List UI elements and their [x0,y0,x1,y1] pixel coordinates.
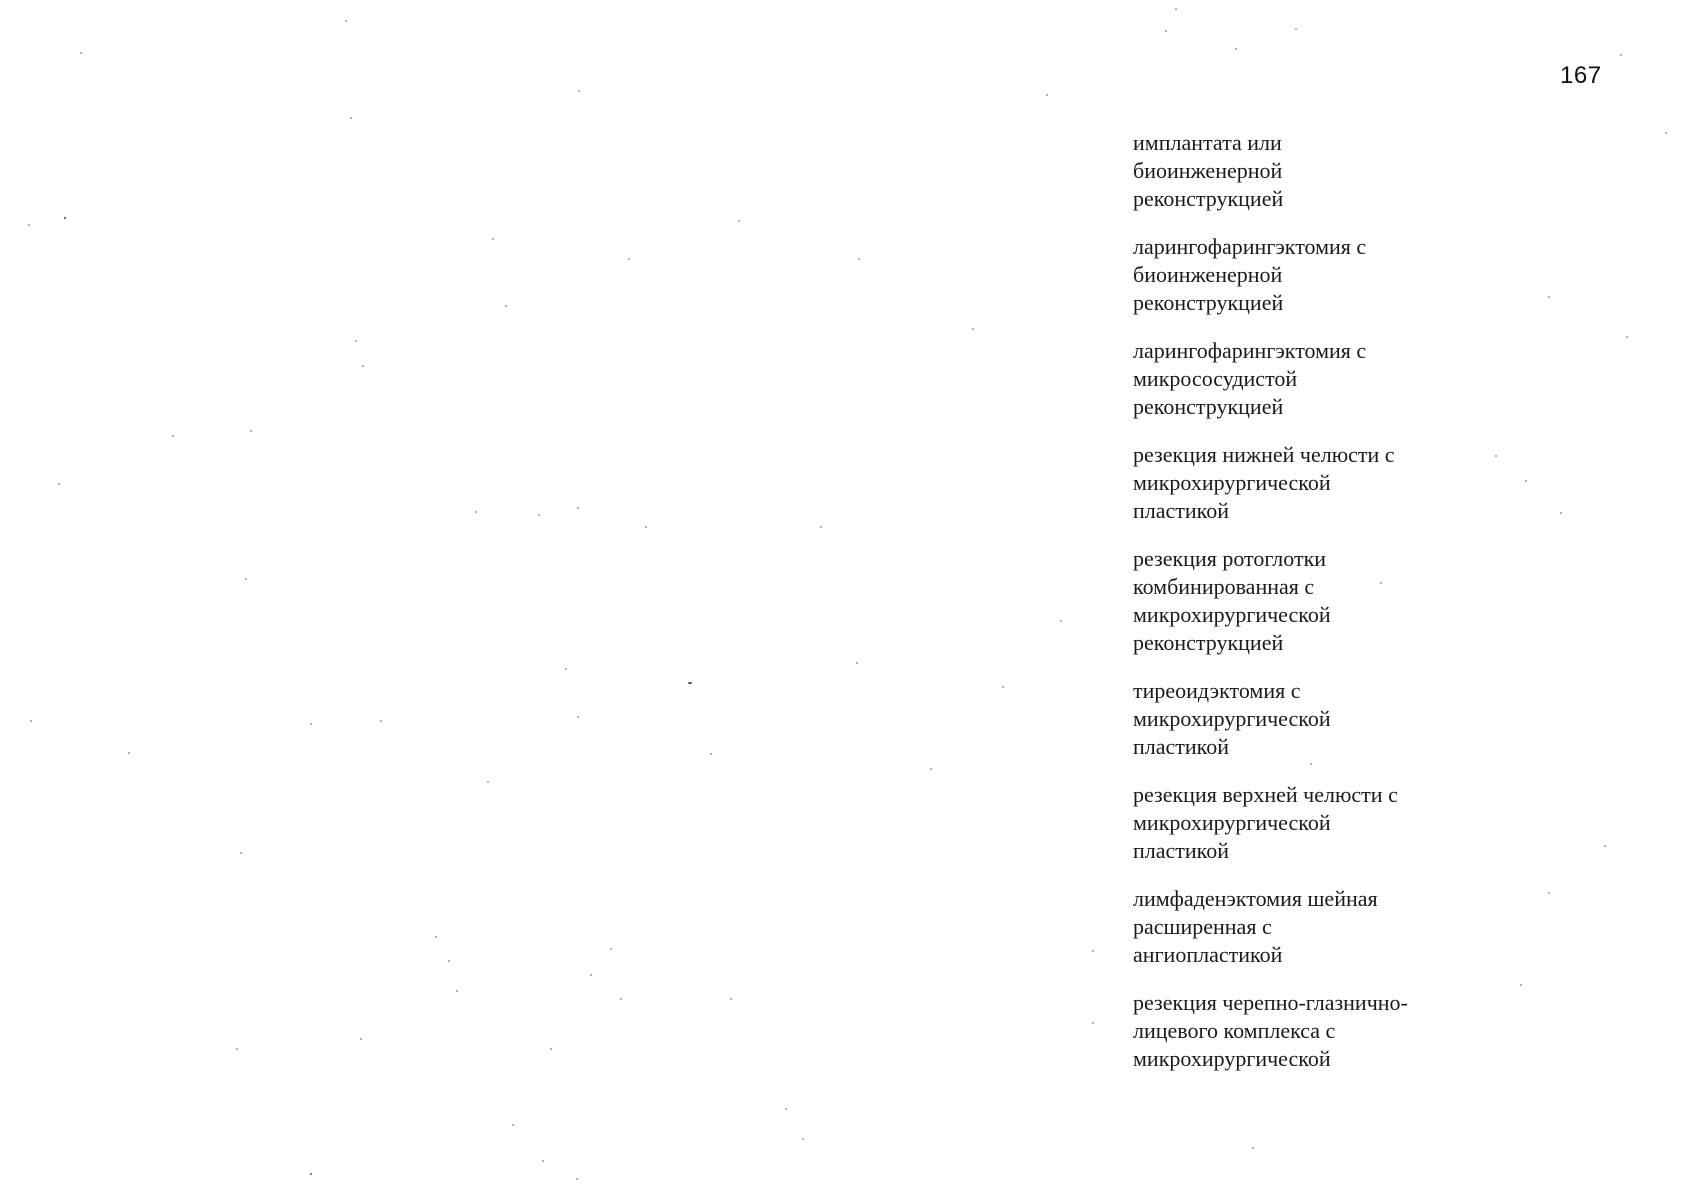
dust-speck [128,752,130,754]
dust-speck [1235,48,1237,50]
dust-speck [380,720,382,722]
procedure-entry: имплантата или биоинженерной реконструкцией [1133,130,1284,211]
dust-speck [1548,296,1550,298]
dust-speck [475,511,477,513]
dust-speck [565,668,567,670]
dust-speck [577,507,579,509]
dust-speck [362,365,364,367]
dust-speck [590,974,592,976]
procedure-entry: лимфаденэктомия шейная расширенная с ангиопластикой [1133,886,1378,967]
dust-speck [1626,336,1628,338]
dust-speck [30,720,32,722]
dust-speck [512,1124,514,1126]
dust-speck [1092,1022,1094,1024]
dust-speck [1046,94,1048,96]
dust-speck [730,998,732,1000]
dust-speck [550,1048,552,1050]
dust-speck [930,768,932,770]
dust-speck [576,1178,578,1180]
dust-speck [1560,512,1562,514]
page-number: 167 [1560,62,1602,89]
dust-speck [1620,54,1622,56]
dust-speck [1002,686,1004,688]
dust-speck [610,948,612,950]
procedure-entry: резекция верхней челюсти с микрохирургической пластикой [1133,782,1398,863]
dust-speck [1252,1147,1254,1149]
dust-speck [578,90,580,92]
dust-speck [710,753,712,755]
dust-speck [1295,28,1297,30]
procedure-list [1133,129,1533,1093]
dust-speck [355,340,357,342]
dust-speck [1060,620,1062,622]
procedure-entry: резекция нижней челюсти с микрохирургической пластикой [1133,442,1395,523]
dust-speck [645,526,647,528]
procedure-entry: ларингофарингэктомия с биоинженерной реконструкцией [1133,234,1367,315]
dust-speck [250,430,252,432]
procedure-entry: ларингофарингэктомия с микрососудистой реконструкцией [1133,338,1367,419]
dust-speck [58,483,60,485]
dust-speck [538,514,540,516]
dust-speck [360,1038,362,1040]
dust-speck [1548,892,1550,894]
dust-speck [456,990,458,992]
dust-speck [620,998,622,1000]
dust-speck [236,1048,238,1050]
dust-speck [858,258,860,260]
dust-speck [64,217,66,219]
dust-speck [310,723,312,725]
dust-speck [435,936,437,938]
dust-speck [1175,8,1177,10]
dust-speck [542,1160,544,1162]
dust-speck [738,220,740,222]
dust-speck [1665,132,1667,134]
dust-speck [972,328,974,330]
procedure-entry: резекция черепно-глазнично- лицевого комплекса с микрохирургической [1133,990,1408,1071]
dust-speck [802,1138,804,1140]
dust-speck [505,305,507,307]
dust-speck [28,224,30,226]
dust-speck [785,1108,787,1110]
procedure-entry: резекция ротоглотки комбинированная с микрохирургической реконструкцией [1133,546,1331,655]
dust-speck [628,258,630,260]
dust-speck [172,435,174,437]
dust-speck [1092,950,1094,952]
dust-speck [345,20,347,22]
dust-speck [487,781,489,783]
dust-speck [688,682,692,684]
dust-speck [310,1173,312,1175]
procedure-entry: тиреоидэктомия с микрохирургической пластикой [1133,678,1331,759]
dust-speck [1604,845,1606,847]
dust-speck [245,578,247,580]
dust-speck [1165,30,1167,32]
dust-speck [350,117,352,119]
dust-speck [448,960,450,962]
dust-speck [577,716,579,718]
dust-speck [820,526,822,528]
dust-speck [240,852,242,854]
dust-speck [856,662,858,664]
dust-speck [80,52,82,54]
dust-speck [492,238,494,240]
